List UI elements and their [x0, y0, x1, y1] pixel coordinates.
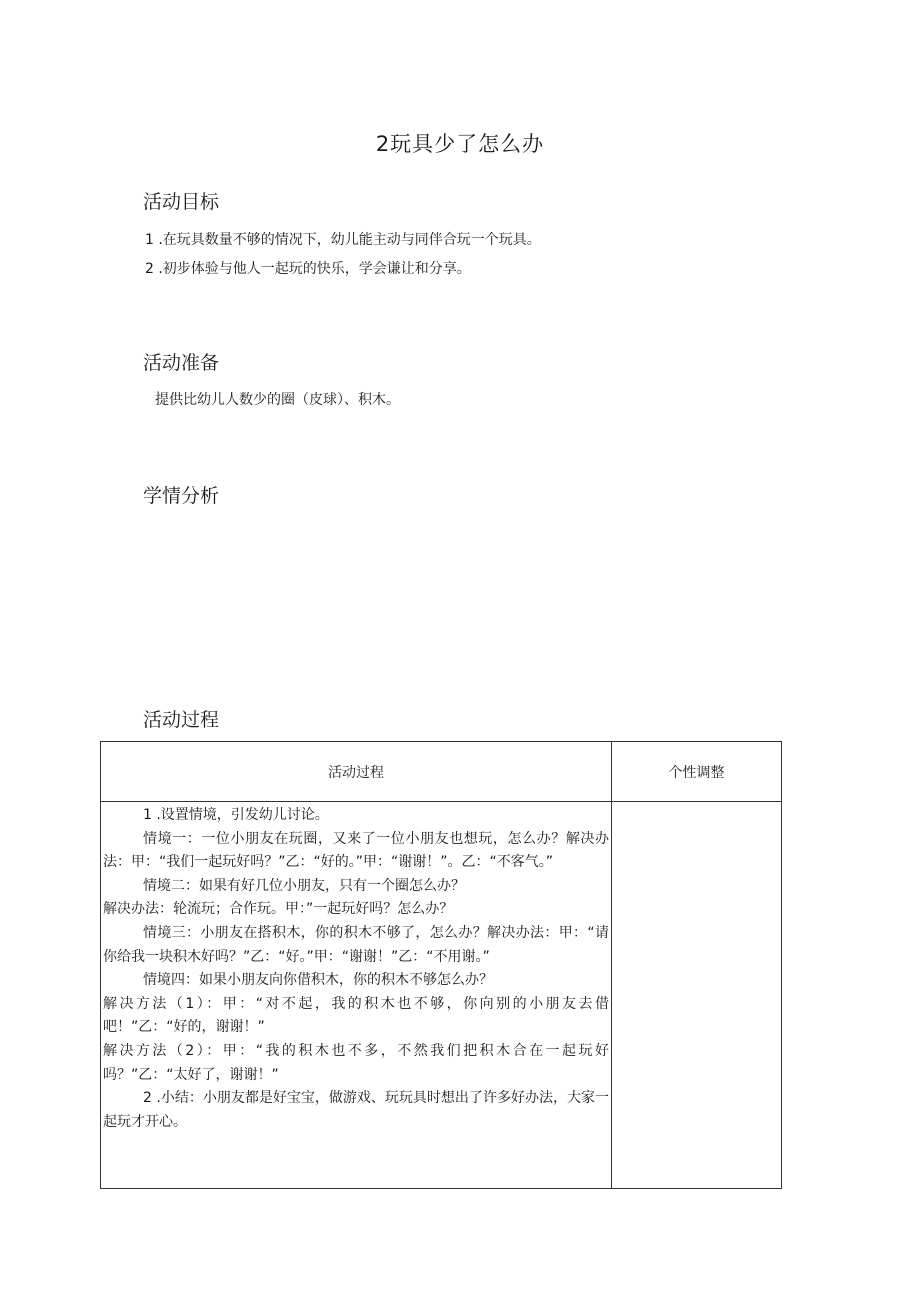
page-title: 2玩具少了怎么办 — [375, 132, 545, 156]
process-paragraph: 情境三：小朋友在搭积木，你的积木不够了，怎么办？解决办法：甲：“请你给我一块积木好吗？”乙：“好。”甲：“谢谢！”乙：“不用谢。” — [103, 924, 609, 965]
preparation-text: 提供比幼儿人数少的圈（皮球）、积木。 — [155, 392, 400, 408]
header-adjust: 个性调整 — [612, 742, 782, 802]
process-paragraph: 1 .设置情境，引发幼儿讨论。 — [143, 807, 329, 823]
header-process: 活动过程 — [101, 742, 612, 802]
process-paragraph: 2 .小结：小朋友都是好宝宝，做游戏、玩玩具时想出了许多好办法，大家一起玩才开心。 — [103, 1090, 609, 1130]
process-paragraph: 解决方法（2）：甲：“我的积木也不多，不然我们把积木合在一起玩好吗？”乙：“太好了，谢谢！” — [103, 1042, 609, 1083]
process-paragraph: 解决办法：轮流玩；合作玩。甲：”一起玩好吗？怎么办？ — [103, 901, 454, 918]
process-paragraph: 解决方法（1）：甲：“对不起，我的积木也不够，你向别的小朋友去借吧！”乙：“好的，谢谢！” — [103, 995, 609, 1036]
goal-item-1: 1 .在玩具数量不够的情况下，幼儿能主动与同伴合玩一个玩具。 — [145, 232, 541, 248]
process-paragraph: 情境一：一位小朋友在玩圈，又来了一位小朋友也想玩，怎么办？解决办法：甲：“我们一起玩好吗？”乙：“好的。”甲：“谢谢！”。乙：“不客气。” — [103, 830, 609, 871]
adjust-content-cell — [612, 802, 782, 1189]
table-body-row — [101, 802, 782, 1189]
process-paragraph: 情境四：如果小朋友向你借积木，你的积木不够怎么办？ — [143, 972, 493, 989]
process-paragraph: 情境二：如果有好几位小朋友，只有一个圈怎么办？ — [143, 877, 465, 894]
preparation-heading: 活动准备 — [143, 352, 220, 374]
goal-item-2: 2 .初步体验与他人一起玩的快乐，学会谦让和分享。 — [145, 261, 471, 277]
table-header-row — [101, 742, 782, 802]
process-content-cell — [101, 802, 612, 1189]
process-table — [100, 741, 782, 1189]
process-heading: 活动过程 — [143, 709, 220, 731]
goals-heading: 活动目标 — [143, 191, 220, 213]
analysis-heading: 学情分析 — [143, 485, 220, 507]
